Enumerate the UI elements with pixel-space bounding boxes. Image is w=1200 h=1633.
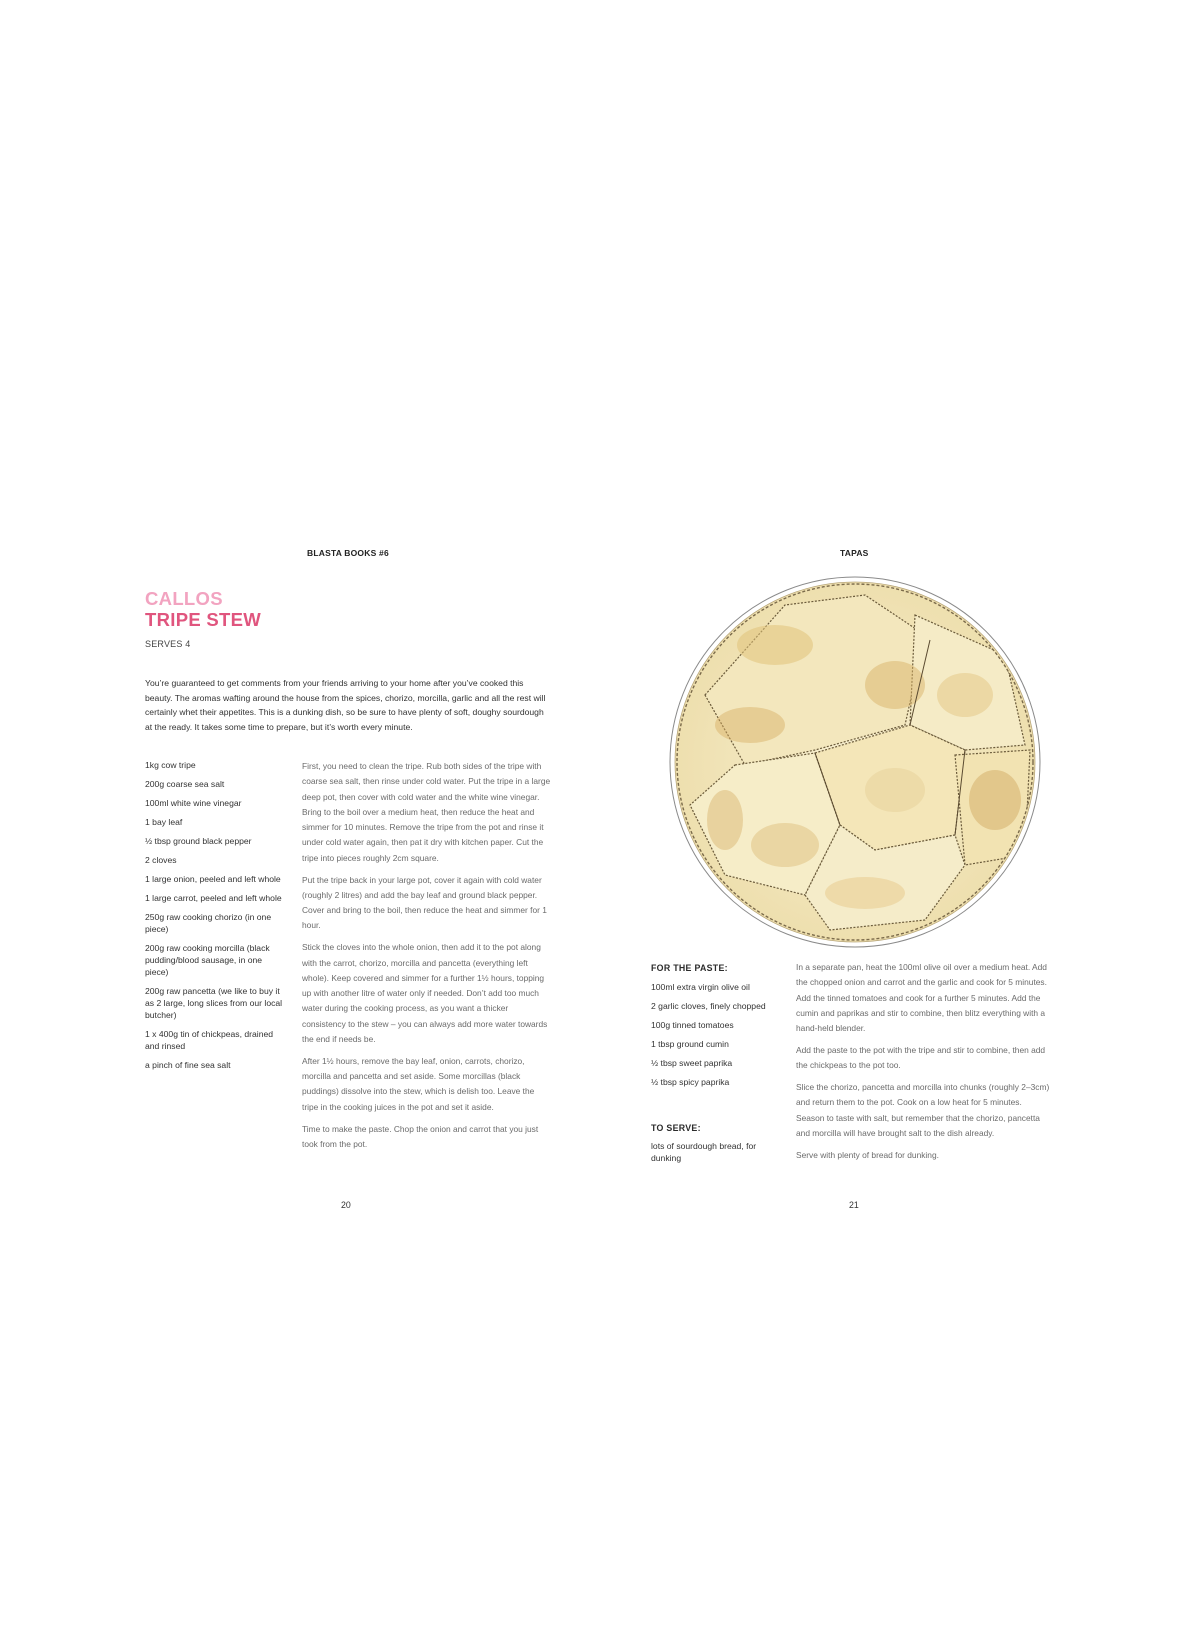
paste-ingredient-item: ½ tbsp sweet paprika bbox=[651, 1058, 733, 1068]
method-paragraph: Serve with plenty of bread for dunking. bbox=[796, 1149, 939, 1160]
page-number-left: 20 bbox=[341, 1200, 351, 1210]
ingredient-item: ½ tbsp ground black pepper bbox=[145, 836, 252, 846]
method-column-right bbox=[796, 960, 1051, 1170]
method-paragraph: In a separate pan, heat the 100ml olive oil over a medium heat. Add the chopped onion and carrot and the garlic and cook for 5 minutes. Add the tinned tomatoes and cook for a further 5 minutes. Add the cumin and paprikas and stir to combine, then blitz everything with a hand-held blender. bbox=[796, 962, 1047, 1034]
recipe-title-line1: CALLOS bbox=[145, 588, 223, 609]
method-paragraph: Stick the cloves into the whole onion, then add it to the pot along with the carrot, chorizo, morcilla and pancetta (everything left whole). Keep covered and simmer for a further 1½ hours, topping up with another litre of water only if needed. Don’t add too much water during the cooking process, as you want a thicker consistency to the stew – you can always add more water towards the end if needs be. bbox=[302, 942, 548, 1045]
method-paragraph: First, you need to clean the tripe. Rub both sides of the tripe with coarse sea salt, then rinse under cold water. Put the tripe in a large deep pot, then cover with cold water and the white wine vinegar. Bring to the boil over a medium heat, then reduce the heat and simmer for 10 minutes. Remove the tripe from the pot and rinse it under cold water again, then pat it dry with kitchen paper. Cut the tripe into pieces roughly 2cm square. bbox=[302, 761, 551, 863]
paste-ingredient-item: 100g tinned tomatoes bbox=[651, 1020, 734, 1030]
ingredient-item: 1 large carrot, peeled and left whole bbox=[145, 893, 282, 903]
ingredient-item: a pinch of fine sea salt bbox=[145, 1060, 231, 1070]
serve-item: lots of sourdough bread, for dunking bbox=[651, 1141, 757, 1163]
ingredient-item: 250g raw cooking chorizo (in one piece) bbox=[145, 912, 272, 934]
recipe-title-line2: TRIPE STEW bbox=[145, 609, 262, 630]
paste-heading: FOR THE PASTE: bbox=[651, 963, 728, 973]
method-paragraph: Slice the chorizo, pancetta and morcilla into chunks (roughly 2–3cm) and return them to the pot. Cook on a low heat for 5 minutes. Season to taste with salt, but remember that the chorizo, pancetta and morcilla will have brought salt to the dish already. bbox=[796, 1082, 1050, 1138]
method-paragraph: After 1½ hours, remove the bay leaf, onion, carrots, chorizo, morcilla and pancetta and set aside. Some morcillas (black puddings) dissolve into the stew, which is delish too. Leave the tripe in the cooking juices in the pot and set it aside. bbox=[302, 1055, 535, 1112]
page-number-right: 21 bbox=[849, 1200, 859, 1210]
ingredient-item: 2 cloves bbox=[145, 855, 177, 865]
paste-ingredient-item: 100ml extra virgin olive oil bbox=[651, 982, 750, 992]
method-paragraph: Time to make the paste. Chop the onion and carrot that you just took from the pot. bbox=[302, 1123, 539, 1149]
ingredient-item: 1 bay leaf bbox=[145, 817, 183, 827]
running-head-left: BLASTA BOOKS #6 bbox=[307, 548, 389, 558]
ingredient-item: 1 x 400g tin of chickpeas, drained and rinsed bbox=[145, 1029, 274, 1051]
paste-ingredients-list bbox=[651, 982, 786, 1096]
method-paragraph: Put the tripe back in your large pot, cover it again with cold water (roughly 2 litres) and add the bay leaf and ground black pepper. Cover and bring to the boil, then reduce the heat and simmer for 1 hour. bbox=[302, 874, 547, 931]
serve-heading: TO SERVE: bbox=[651, 1123, 701, 1133]
method-column-left bbox=[302, 759, 552, 1159]
paste-ingredient-item: ½ tbsp spicy paprika bbox=[651, 1077, 730, 1087]
ingredient-item: 1kg cow tripe bbox=[145, 760, 196, 770]
paste-ingredient-item: 2 garlic cloves, finely chopped bbox=[651, 1001, 766, 1011]
recipe-intro: You’re guaranteed to get comments from your friends arriving to your home after you’ve cooked this beauty. The aromas wafting around the house from the spices, chorizo, morcilla, garlic and all the rest will certainly whet their appetites. This is a dunking dish, so be sure to have plenty of soft, doughy sourdough at the ready. It takes some time to prepare, but it’s worth every minute. bbox=[145, 678, 546, 732]
ingredient-item: 200g coarse sea salt bbox=[145, 779, 225, 789]
method-paragraph: Add the paste to the pot with the tripe and stir to combine, then add the chickpeas to the pot too. bbox=[796, 1044, 1046, 1071]
ingredients-list bbox=[145, 759, 285, 1078]
running-head-right: TAPAS bbox=[840, 548, 869, 558]
ingredient-item: 200g raw cooking morcilla (black pudding/blood sausage, in one piece) bbox=[145, 943, 270, 977]
serves-label: SERVES 4 bbox=[145, 639, 191, 649]
recipe-title bbox=[145, 588, 261, 630]
ingredient-item: 1 large onion, peeled and left whole bbox=[145, 874, 281, 884]
ingredient-item: 200g raw pancetta (we like to buy it as 2 large, long slices from our local butcher) bbox=[145, 986, 283, 1020]
paste-ingredient-item: 1 tbsp ground cumin bbox=[651, 1039, 729, 1049]
tripe-stew-illustration bbox=[665, 575, 1045, 950]
ingredient-item: 100ml white wine vinegar bbox=[145, 798, 242, 808]
